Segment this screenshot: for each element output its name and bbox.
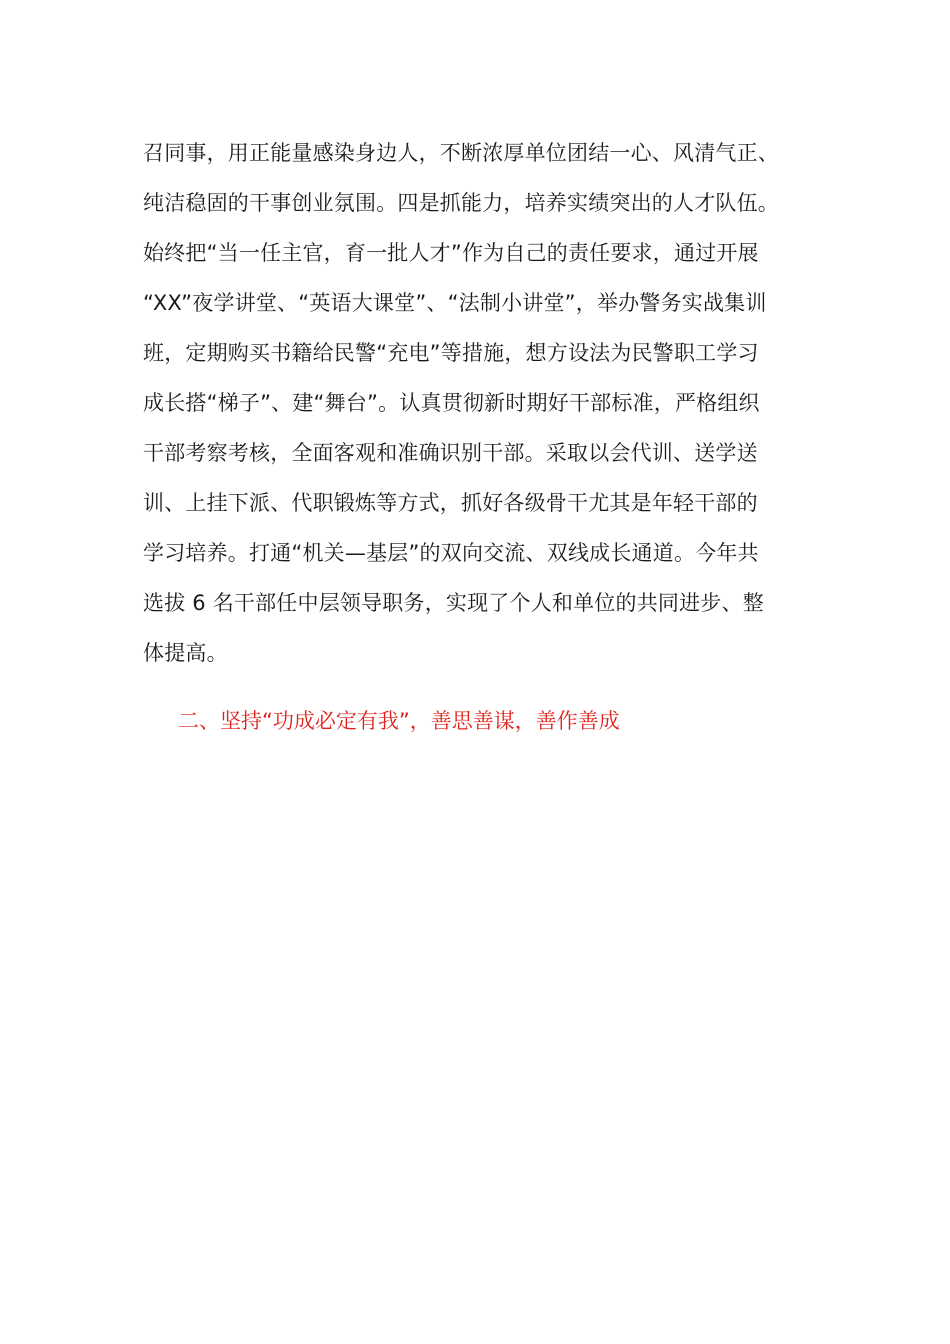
section-heading: 二、坚持“功成必定有我”，善思善谋，善作善成 xyxy=(178,709,620,733)
paragraph-line: 召同事，用正能量感染身边人，不断浓厚单位团结一心、风清气正、 xyxy=(143,141,779,165)
paragraph-line: 始终把“当一任主官，育一批人才”作为自己的责任要求，通过开展 xyxy=(143,241,759,265)
paragraph-line: 体提高。 xyxy=(143,641,228,665)
paragraph-line: 班，定期购买书籍给民警“充电”等措施，想方设法为民警职工学习 xyxy=(143,341,759,365)
paragraph-line: 训、上挂下派、代职锻炼等方式，抓好各级骨干尤其是年轻干部的 xyxy=(143,491,758,515)
paragraph-line: 学习培养。打通“机关—基层”的双向交流、双线成长通道。今年共 xyxy=(143,541,759,565)
paragraph-line: 干部考察考核，全面客观和准确识别干部。采取以会代训、送学送 xyxy=(143,441,758,465)
body-paragraph xyxy=(143,128,823,678)
paragraph-line: 纯洁稳固的干事创业氛围。四是抓能力，培养实绩突出的人才队伍。 xyxy=(143,191,779,215)
paragraph-line: “XX”夜学讲堂、“英语大课堂”、“法制小讲堂”，举办警务实战集训 xyxy=(143,291,767,315)
paragraph-line: 选拔 6 名干部任中层领导职务，实现了个人和单位的共同进步、整 xyxy=(143,591,764,615)
paragraph-line: 成长搭“梯子”、建“舞台”。认真贯彻新时期好干部标准，严格组织 xyxy=(143,391,760,415)
